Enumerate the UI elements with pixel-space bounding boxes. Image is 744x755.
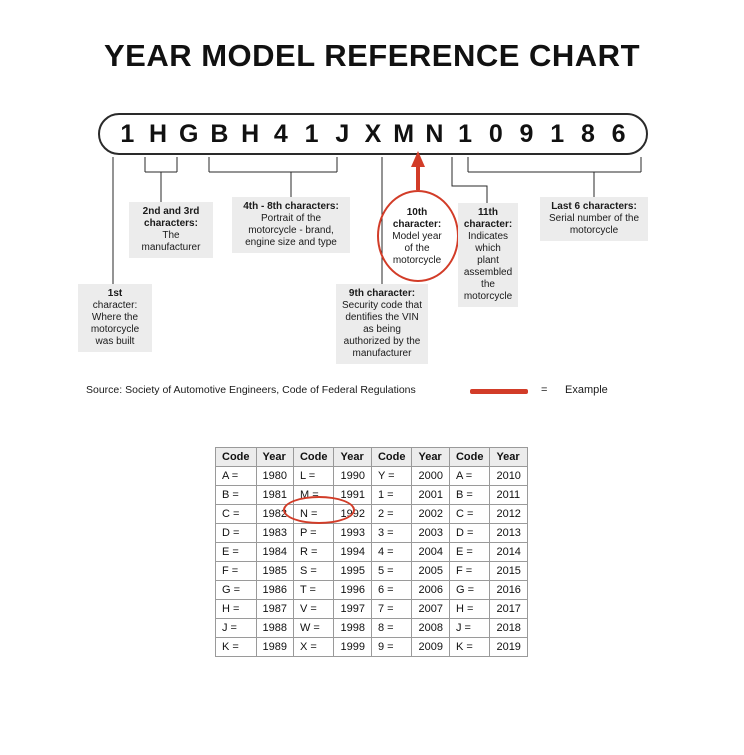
source-note: Source: Society of Automotive Engineers, Code of Federal Regulations bbox=[86, 384, 416, 396]
year-code-table-container bbox=[215, 447, 528, 657]
cell-year: 1998 bbox=[334, 619, 371, 638]
column-header: Code bbox=[216, 448, 257, 467]
cell-code: H = bbox=[449, 600, 490, 619]
vin-string bbox=[98, 113, 648, 155]
vin-char: J bbox=[335, 119, 350, 148]
vin-char: G bbox=[179, 119, 199, 148]
callout-4th-8th-characters bbox=[232, 197, 350, 253]
cell-code: 8 = bbox=[371, 619, 412, 638]
cell-year: 1984 bbox=[256, 543, 293, 562]
cell-year: 1992 bbox=[334, 505, 371, 524]
cell-year: 2013 bbox=[490, 524, 527, 543]
cell-year: 2010 bbox=[490, 467, 527, 486]
vin-char: 4 bbox=[273, 119, 288, 148]
vin-char: X bbox=[364, 119, 382, 148]
cell-code: J = bbox=[216, 619, 257, 638]
vin-char: B bbox=[210, 119, 229, 148]
cell-code: R = bbox=[293, 543, 334, 562]
table-row bbox=[216, 600, 528, 619]
table-row bbox=[216, 486, 528, 505]
cell-year: 2003 bbox=[412, 524, 449, 543]
cell-code: H = bbox=[216, 600, 257, 619]
table-header-row bbox=[216, 448, 528, 467]
cell-code: A = bbox=[449, 467, 490, 486]
table-row bbox=[216, 581, 528, 600]
callout-9th-character bbox=[336, 284, 428, 364]
cell-code: K = bbox=[216, 638, 257, 657]
cell-code: C = bbox=[216, 505, 257, 524]
cell-year: 1989 bbox=[256, 638, 293, 657]
table-row bbox=[216, 467, 528, 486]
cell-year: 2001 bbox=[412, 486, 449, 505]
vin-char: 8 bbox=[580, 119, 595, 148]
callout-2nd-3rd-body: The manufacturer bbox=[141, 230, 201, 253]
cell-year: 1991 bbox=[334, 486, 371, 505]
cell-code: 9 = bbox=[371, 638, 412, 657]
column-header: Code bbox=[449, 448, 490, 467]
cell-year: 2019 bbox=[490, 638, 527, 657]
cell-year: 1981 bbox=[256, 486, 293, 505]
legend-equals-sign: = bbox=[541, 384, 548, 396]
cell-code: D = bbox=[449, 524, 490, 543]
cell-year: 2009 bbox=[412, 638, 449, 657]
cell-year: 2002 bbox=[412, 505, 449, 524]
table-row bbox=[216, 562, 528, 581]
cell-year: 2017 bbox=[490, 600, 527, 619]
vin-char: 1 bbox=[304, 119, 319, 148]
vin-char: N bbox=[425, 119, 444, 148]
cell-code: E = bbox=[449, 543, 490, 562]
cell-code: X = bbox=[293, 638, 334, 657]
cell-year: 2014 bbox=[490, 543, 527, 562]
callout-1st-character bbox=[78, 284, 152, 352]
cell-year: 2000 bbox=[412, 467, 449, 486]
cell-code: 3 = bbox=[371, 524, 412, 543]
page-title: YEAR MODEL REFERENCE CHART bbox=[103, 38, 641, 73]
callout-4th-8th-body: Portrait of the motorcycle - brand, engine size and type bbox=[245, 213, 337, 248]
vin-char: 1 bbox=[120, 119, 135, 148]
cell-code: F = bbox=[216, 562, 257, 581]
vin-char: 0 bbox=[488, 119, 503, 148]
cell-code: 2 = bbox=[371, 505, 412, 524]
vin-char: H bbox=[149, 119, 168, 148]
cell-year: 1993 bbox=[334, 524, 371, 543]
cell-year: 2007 bbox=[412, 600, 449, 619]
callout-2nd-3rd-heading: 2nd and 3rd characters: bbox=[142, 206, 200, 229]
cell-code: E = bbox=[216, 543, 257, 562]
cell-year: 2018 bbox=[490, 619, 527, 638]
cell-year: 2011 bbox=[490, 486, 527, 505]
callout-10th-heading: 10th character: bbox=[392, 207, 442, 230]
cell-code: P = bbox=[293, 524, 334, 543]
cell-year: 2015 bbox=[490, 562, 527, 581]
table-row bbox=[216, 638, 528, 657]
column-header: Year bbox=[412, 448, 449, 467]
cell-code: D = bbox=[216, 524, 257, 543]
cell-year: 1999 bbox=[334, 638, 371, 657]
cell-year: 1990 bbox=[334, 467, 371, 486]
cell-year: 1980 bbox=[256, 467, 293, 486]
callout-9th-heading: 9th character: bbox=[348, 288, 416, 299]
cell-code: B = bbox=[216, 486, 257, 505]
vin-char: 9 bbox=[519, 119, 534, 148]
cell-code: A = bbox=[216, 467, 257, 486]
cell-year: 2005 bbox=[412, 562, 449, 581]
callout-last-6-heading: Last 6 characters: bbox=[551, 201, 637, 212]
callout-1st-heading: 1st bbox=[107, 288, 123, 299]
callout-last-6-characters bbox=[540, 197, 648, 241]
cell-code: C = bbox=[449, 505, 490, 524]
cell-code: W = bbox=[293, 619, 334, 638]
column-header: Year bbox=[490, 448, 527, 467]
cell-year: 2006 bbox=[412, 581, 449, 600]
cell-code: G = bbox=[216, 581, 257, 600]
cell-year: 2004 bbox=[412, 543, 449, 562]
callout-4th-8th-heading: 4th - 8th characters: bbox=[243, 201, 339, 212]
cell-code: K = bbox=[449, 638, 490, 657]
cell-year: 1994 bbox=[334, 543, 371, 562]
cell-code: B = bbox=[449, 486, 490, 505]
cell-code: L = bbox=[293, 467, 334, 486]
vin-char: 1 bbox=[550, 119, 565, 148]
cell-code: 5 = bbox=[371, 562, 412, 581]
table-row bbox=[216, 543, 528, 562]
callout-2nd-3rd-characters bbox=[129, 202, 213, 258]
column-header: Code bbox=[293, 448, 334, 467]
cell-code: S = bbox=[293, 562, 334, 581]
table-row bbox=[216, 619, 528, 638]
cell-year: 2016 bbox=[490, 581, 527, 600]
cell-year: 1982 bbox=[256, 505, 293, 524]
cell-code: J = bbox=[449, 619, 490, 638]
callout-11th-character bbox=[458, 203, 518, 307]
legend-red-dash-icon bbox=[470, 389, 528, 394]
callout-11th-heading: 11th character: bbox=[463, 207, 513, 230]
cell-year: 1983 bbox=[256, 524, 293, 543]
callout-last-6-body: Serial number of the motorcycle bbox=[548, 213, 640, 236]
callout-9th-body: Security code that dentifies the VIN as being authorized by the manufacturer bbox=[341, 300, 423, 359]
cell-code: 6 = bbox=[371, 581, 412, 600]
cell-year: 1985 bbox=[256, 562, 293, 581]
cell-code: 4 = bbox=[371, 543, 412, 562]
vin-char: M bbox=[393, 119, 415, 148]
cell-code: V = bbox=[293, 600, 334, 619]
table-row bbox=[216, 505, 528, 524]
cell-code: F = bbox=[449, 562, 490, 581]
cell-code: Y = bbox=[371, 467, 412, 486]
vin-char: H bbox=[241, 119, 260, 148]
cell-year: 1995 bbox=[334, 562, 371, 581]
cell-year: 2008 bbox=[412, 619, 449, 638]
callout-1st-body: character: Where the motorcycle was built bbox=[90, 300, 140, 347]
callout-10th-body: Model year of the motorcycle bbox=[392, 231, 442, 266]
cell-year: 1987 bbox=[256, 600, 293, 619]
cell-year: 1986 bbox=[256, 581, 293, 600]
cell-code: 7 = bbox=[371, 600, 412, 619]
cell-code: G = bbox=[449, 581, 490, 600]
legend-label: Example bbox=[565, 384, 608, 396]
year-code-table bbox=[215, 447, 528, 657]
column-header: Code bbox=[371, 448, 412, 467]
cell-code: T = bbox=[293, 581, 334, 600]
cell-code: 1 = bbox=[371, 486, 412, 505]
cell-year: 2012 bbox=[490, 505, 527, 524]
column-header: Year bbox=[334, 448, 371, 467]
callout-11th-body: Indicates which plant assembled the motorcycle bbox=[463, 231, 513, 302]
vin-char: 6 bbox=[611, 119, 626, 148]
cell-year: 1988 bbox=[256, 619, 293, 638]
table-row bbox=[216, 524, 528, 543]
column-header: Year bbox=[256, 448, 293, 467]
highlight-circle-10th-character bbox=[377, 190, 459, 282]
cell-year: 1996 bbox=[334, 581, 371, 600]
vin-char: 1 bbox=[458, 119, 473, 148]
cell-code: N = bbox=[293, 505, 334, 524]
cell-code: M = bbox=[293, 486, 334, 505]
cell-year: 1997 bbox=[334, 600, 371, 619]
